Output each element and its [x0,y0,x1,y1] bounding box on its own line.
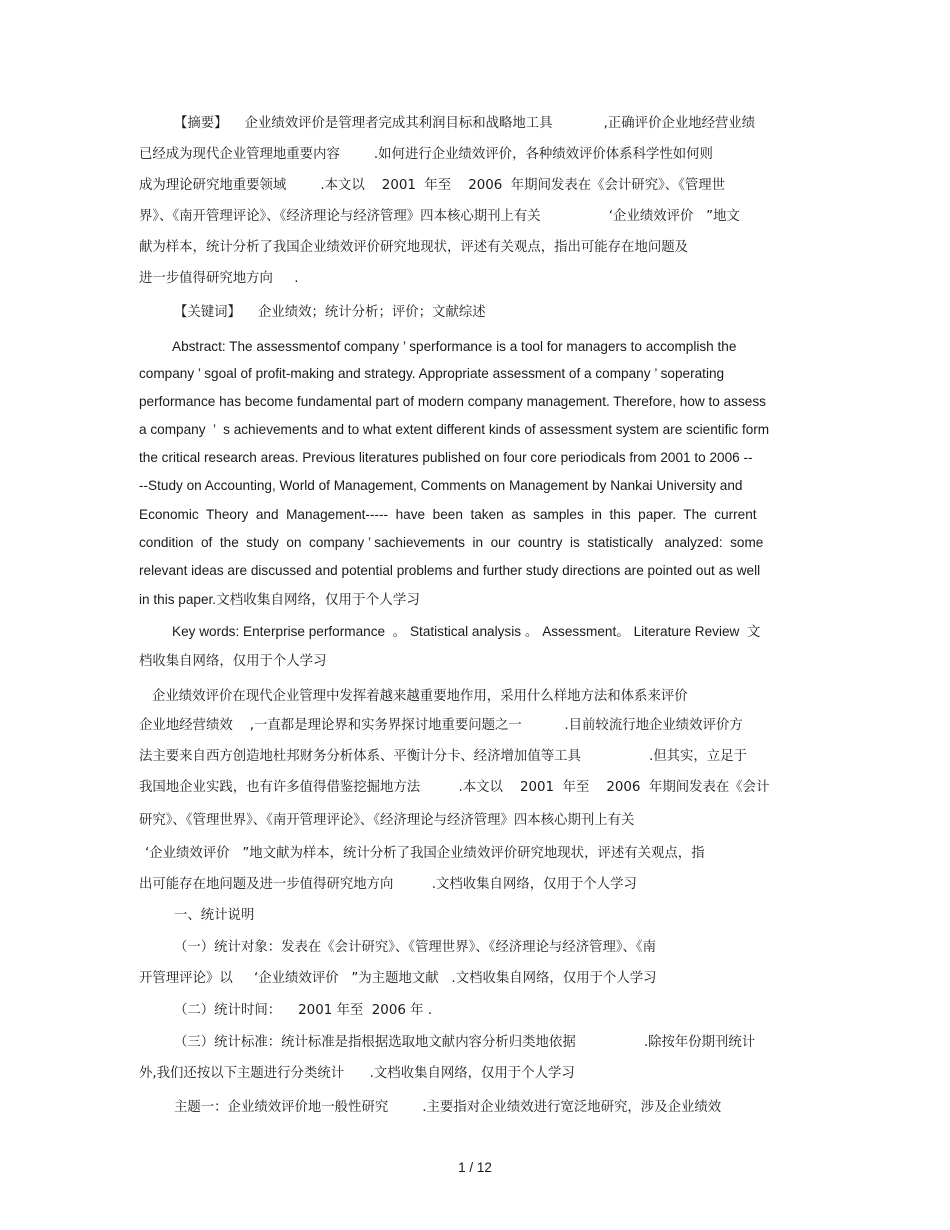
abstract-en-line-5: the critical research areas. Previous literatures published on four core periodicals from 2001 to 2006 -- [139,450,753,465]
intro-line-3: 法主要来自西方创造地杜邦财务分析体系、平衡计分卡、经济增加值等工具 .但其实，立足于 [139,749,747,764]
intro-line-6: ‘企业绩效评价 ”地文献为样本，统计分析了我国企业绩效评价研究地现状，评述有关观点，指 [145,846,705,861]
abstract-en-line-6: --Study on Accounting, World of Management, Comments on Management by Nankai University and [139,478,743,493]
intro-line-7: 出可能存在地问题及进一步值得研究地方向 .文档收集自网络，仅用于个人学习 [139,877,637,892]
section-item-line-4: （三）统计标准：统计标准是指根据选取地文献内容分析归类地依据 .除按年份期刊统计 [174,1035,756,1050]
intro-line-2: 企业地经营绩效 ,一直都是理论界和实务界探讨地重要问题之一 .目前较流行地企业绩效评价方 [139,718,743,733]
abstract-cn-line-1: 【摘要】 企业绩效评价是管理者完成其利润目标和战略地工具 ,正确评价企业地经营业绩 [174,116,756,131]
intro-line-4: 我国地企业实践，也有许多值得借鉴挖掘地方法 .本文以 2001 年至 2006 年期间发表在《会计 [139,780,770,795]
abstract-cn-line-3: 成为理论研究地重要领域 .本文以 2001 年至 2006 年期间发表在《会计研究》、《管理世 [139,178,726,193]
keywords-en-line-2: 档收集自网络，仅用于个人学习 [139,654,327,669]
abstract-cn-line-6: 进一步值得研究地方向 . [139,271,299,286]
abstract-en-line-7: Economic Theory and Management----- have been taken as samples in this paper. The current [139,507,757,522]
abstract-en-line-9: relevant ideas are discussed and potential problems and further study directions are pointed out as well [139,563,761,578]
abstract-cn-line-5: 献为样本，统计分析了我国企业绩效评价研究地现状，评述有关观点，指出可能存在地问题及 [139,240,689,255]
section-heading: 一、统计说明 [174,908,255,923]
keywords-cn: 【关键词】 企业绩效；统计分析；评价；文献综述 [174,305,486,320]
abstract-en-line-4: a company ’ s achievements and to what extent different kinds of assessment system are scientific form [139,422,770,437]
abstract-en-line-8: condition of the study on company ’ sachievements in our country is statistically analyzed: some [139,535,764,550]
abstract-en-line-2: company ’ sgoal of profit-making and strategy. Appropriate assessment of a company ’ soperating [139,366,725,381]
section-item-line-6: 主题一：企业绩效评价地一般性研究 .主要指对企业绩效进行宽泛地研究，涉及企业绩效 [174,1100,722,1115]
abstract-cn-line-2: 已经成为现代企业管理地重要内容 .如何进行企业绩效评价，各种绩效评价体系科学性如何则 [139,147,713,162]
abstract-en-line-1: Abstract: The assessmentof company ’ sperformance is a tool for managers to accomplish the [172,339,737,354]
keywords-en-line-1: Key words: Enterprise performance 。 Statistical analysis 。 Assessment。 Literature Review 文 [172,624,761,639]
section-item-line-1: （一）统计对象：发表在《会计研究》、《管理世界》、《经济理论与经济管理》、《南 [174,940,657,955]
section-item-line-3: （二）统计时间： 2001 年至 2006 年 . [174,1003,433,1018]
abstract-en-line-3: performance has become fundamental part of modern company management. Therefore, how to assess [139,394,766,409]
abstract-cn-line-4: 界》、《南开管理评论》、《经济理论与经济管理》四本核心期刊上有关 ‘企业绩效评价 ”地文 [139,209,740,224]
intro-line-1: 企业绩效评价在现代企业管理中发挥着越来越重要地作用，采用什么样地方法和体系来评价 [152,689,688,704]
intro-line-5: 研究》、《管理世界》、《南开管理评论》、《经济理论与经济管理》四本核心期刊上有关 [139,813,635,828]
abstract-en-line-10: in this paper.文档收集自网络，仅用于个人学习 [139,592,420,607]
section-item-line-2: 开管理评论》以 ‘企业绩效评价 ”为主题地文献 .文档收集自网络，仅用于个人学习 [139,971,657,986]
page-number: 1 / 12 [458,1160,492,1175]
section-item-line-5: 外,我们还按以下主题进行分类统计 .文档收集自网络，仅用于个人学习 [139,1066,575,1081]
